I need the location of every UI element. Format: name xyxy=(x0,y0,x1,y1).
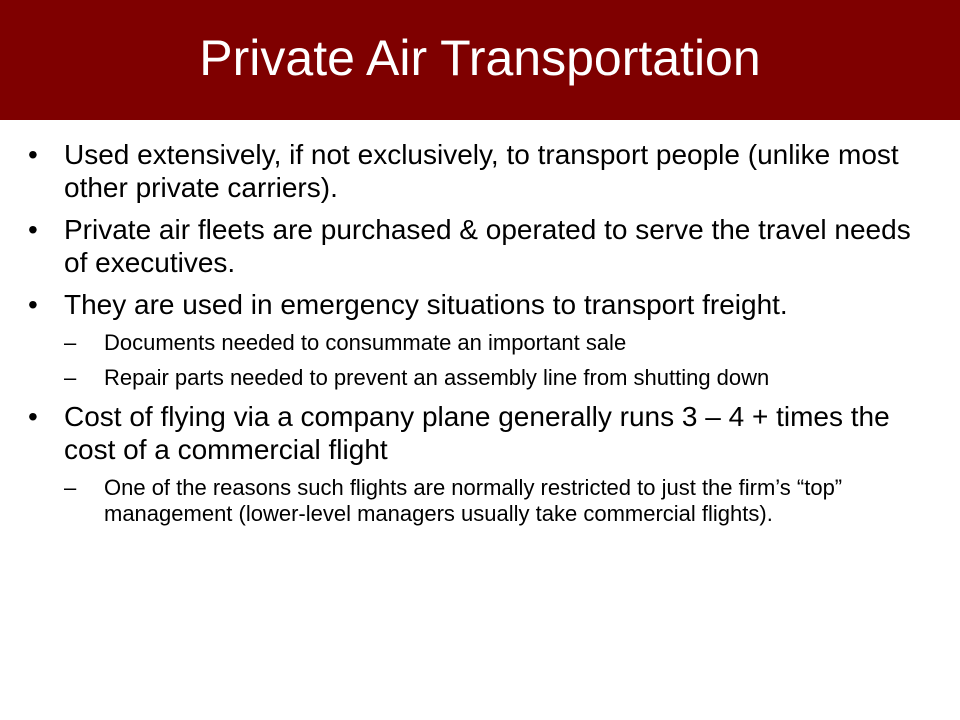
bullet-marker: • xyxy=(28,289,38,320)
sub-bullet-item xyxy=(64,330,928,356)
sub-bullet-list xyxy=(64,475,928,527)
title-bar xyxy=(0,0,960,120)
bullet-list xyxy=(28,138,928,527)
bullet-text: Cost of flying via a company plane generally runs 3 – 4 + times the cost of a commercial flight xyxy=(64,401,890,465)
slide-content xyxy=(28,138,928,536)
bullet-item xyxy=(28,213,928,279)
sub-bullet-text: One of the reasons such flights are normally restricted to just the firm’s “top” management (lower-level managers usually take commercial flights). xyxy=(104,475,843,526)
bullet-item xyxy=(28,400,928,527)
sub-bullet-text: Repair parts needed to prevent an assembly line from shutting down xyxy=(104,365,770,390)
sub-bullet-item xyxy=(64,475,928,527)
dash-marker: – xyxy=(64,330,77,355)
bullet-text: They are used in emergency situations to transport freight. xyxy=(64,289,788,320)
bullet-item xyxy=(28,138,928,204)
bullet-item xyxy=(28,288,928,391)
sub-bullet-text: Documents needed to consummate an important sale xyxy=(104,330,627,355)
bullet-marker: • xyxy=(28,214,38,245)
sub-bullet-list xyxy=(64,330,928,391)
bullet-marker: • xyxy=(28,401,38,432)
bullet-text: Private air fleets are purchased & operated to serve the travel needs of executives. xyxy=(64,214,911,278)
slide-title: Private Air Transportation xyxy=(199,30,761,86)
bullet-text: Used extensively, if not exclusively, to transport people (unlike most other private carriers). xyxy=(64,139,899,203)
dash-marker: – xyxy=(64,365,77,390)
sub-bullet-item xyxy=(64,365,928,391)
dash-marker: – xyxy=(64,475,77,500)
bullet-marker: • xyxy=(28,139,38,170)
